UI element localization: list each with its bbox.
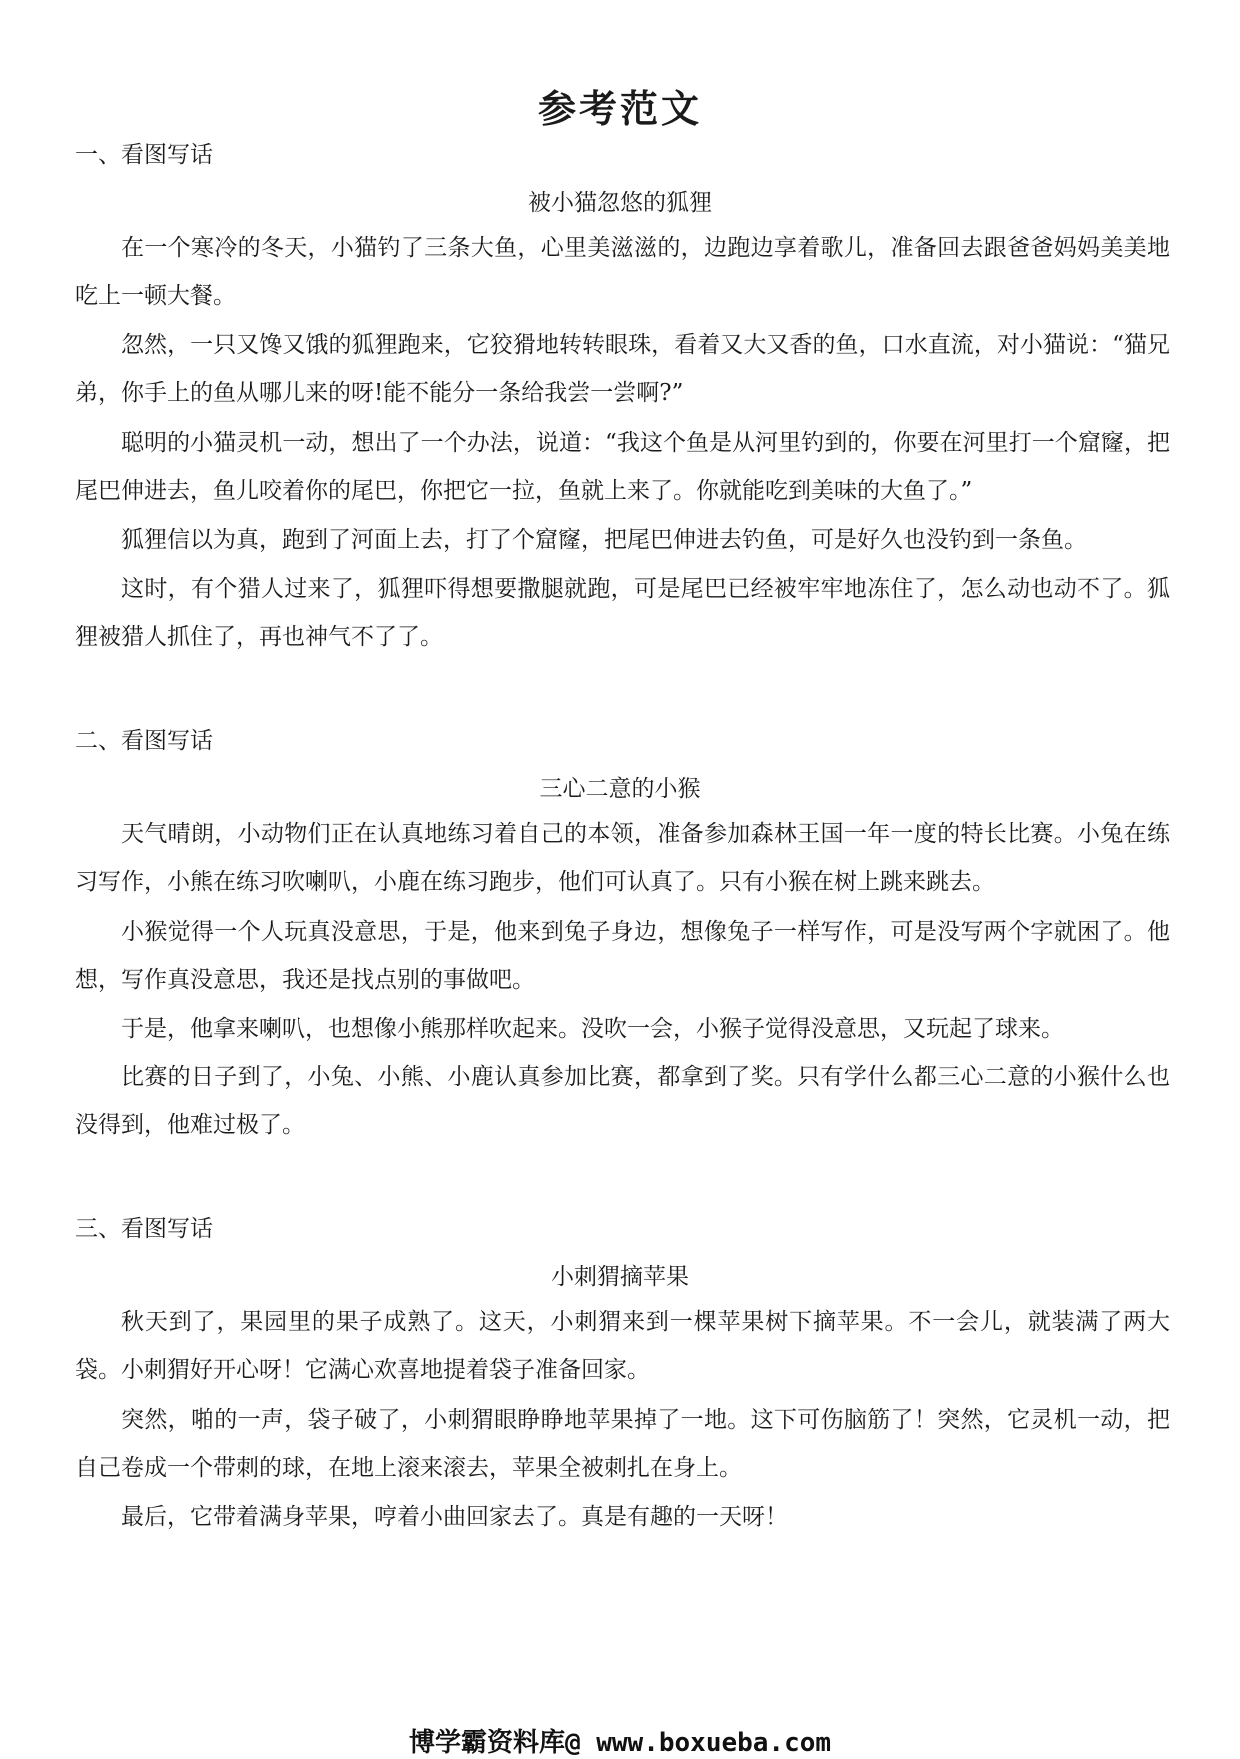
paragraph: 于是，他拿来喇叭，也想像小熊那样吹起来。没吹一会，小猴子觉得没意思，又玩起了球来。: [121, 1016, 1064, 1042]
paragraph: 忽然，一只又馋又饿的狐狸跑来，它狡猾地转转眼珠，看着又大又香的鱼，口水直流，对小猫说：“猫兄弟，你手上的鱼从哪儿来的呀!能不能分一条给我尝一尝啊?”: [75, 332, 1170, 406]
footer-watermark: 博学霸资料库@ www.boxueba.com: [408, 1728, 832, 1758]
paragraph: 最后，它带着满身苹果，哼着小曲回家去了。真是有趣的一天呀！: [121, 1504, 788, 1530]
paragraph: 天气晴朗，小动物们正在认真地练习着自己的本领，准备参加森林王国一年一度的特长比赛。小兔在练习写作，小熊在练习吹喇叭，小鹿在练习跑步，他们可认真了。只有小猴在树上跳来跳去。: [75, 821, 1170, 895]
paragraph: 在一个寒冷的冬天，小猫钓了三条大鱼，心里美滋滋的，边跑边享着歌儿，准备回去跟爸爸妈妈美美地吃上一顿大餐。: [75, 235, 1170, 309]
story-title: 三心二意的小猴: [539, 776, 701, 802]
paragraph: 这时，有个猎人过来了，狐狸吓得想要撒腿就跑，可是尾巴已经被牢牢地冻住了，怎么动也动不了。狐狸被猎人抓住了，再也神气不了了。: [75, 576, 1170, 650]
paragraph: 比赛的日子到了，小兔、小熊、小鹿认真参加比赛，都拿到了奖。只有学什么都三心二意的小猴什么也没得到，他难过极了。: [75, 1064, 1170, 1138]
section-heading: 二、看图写话: [75, 728, 213, 754]
page-title: 参考范文: [537, 86, 702, 131]
paragraph: 突然，啪的一声，袋子破了，小刺猬眼睁睁地苹果掉了一地。这下可伤脑筋了！突然，它灵机一动，把自己卷成一个带刺的球，在地上滚来滚去，苹果全被刺扎在身上。: [75, 1407, 1170, 1481]
section-heading: 三、看图写话: [75, 1216, 213, 1242]
paragraph: 小猴觉得一个人玩真没意思，于是，他来到兔子身边，想像兔子一样写作，可是没写两个字就困了。他想，写作真没意思，我还是找点别的事做吧。: [75, 919, 1170, 993]
paragraph: 秋天到了，果园里的果子成熟了。这天，小刺猬来到一棵苹果树下摘苹果。不一会儿，就装满了两大袋。小刺猬好开心呀！它满心欢喜地提着袋子准备回家。: [75, 1309, 1170, 1383]
paragraph: 狐狸信以为真，跑到了河面上去，打了个窟窿，把尾巴伸进去钓鱼，可是好久也没钓到一条鱼。: [121, 527, 1087, 553]
section-heading: 一、看图写话: [75, 142, 213, 168]
story-title: 小刺猬摘苹果: [551, 1264, 689, 1290]
paragraph: 聪明的小猫灵机一动，想出了一个办法，说道：“我这个鱼是从河里钓到的，你要在河里打一个窟窿，把尾巴伸进去，鱼儿咬着你的尾巴，你把它一拉，鱼就上来了。你就能吃到美味的大鱼了。”: [75, 430, 1170, 504]
story-title: 被小猫忽悠的狐狸: [528, 190, 712, 216]
